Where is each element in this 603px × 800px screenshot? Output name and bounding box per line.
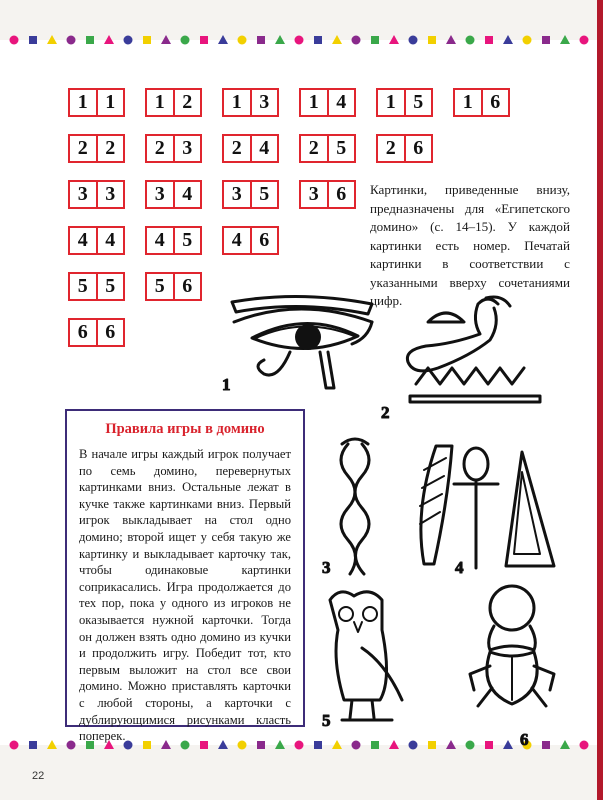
snake-water-icon (407, 297, 540, 402)
domino-right-number: 5 (327, 136, 355, 161)
domino-right-number: 4 (250, 136, 278, 161)
domino-right-number: 1 (96, 90, 124, 115)
figure-number-3: 3 (322, 558, 331, 577)
domino-left-number: 1 (154, 91, 165, 113)
domino-right-number: 6 (96, 320, 124, 345)
domino-left-number: 1 (385, 91, 396, 113)
domino-left-number: 1 (77, 91, 88, 113)
figure-number-5: 5 (322, 711, 331, 730)
domino-right-number: 5 (404, 90, 432, 115)
domino-right-number: 3 (96, 182, 124, 207)
figure-number-4: 4 (455, 558, 464, 577)
figure-number-6: 6 (520, 730, 529, 749)
twisted-rope-icon (341, 439, 369, 574)
domino-left-number: 3 (77, 183, 88, 205)
domino-left-number: 4 (231, 229, 242, 251)
domino-right-number: 5 (173, 228, 201, 253)
domino-right-number: 6 (481, 90, 509, 115)
domino-left-number: 1 (462, 91, 473, 113)
domino-left-number: 2 (77, 137, 88, 159)
domino-right-number: 2 (96, 136, 124, 161)
domino-left-number: 1 (231, 91, 242, 113)
domino-right-number: 5 (250, 182, 278, 207)
domino-left-number: 6 (77, 321, 88, 343)
domino-right-number: 4 (173, 182, 201, 207)
domino-left-number: 2 (231, 137, 242, 159)
rules-title: Правила игры в домино (105, 421, 265, 437)
owl-icon (330, 592, 402, 720)
reed-ankh-pyramid-icon (420, 446, 554, 568)
domino-right-number: 6 (404, 136, 432, 161)
domino-right-number: 3 (173, 136, 201, 161)
domino-left-number: 1 (308, 91, 319, 113)
eye-of-horus-icon (232, 296, 372, 388)
domino-right-number: 2 (173, 90, 201, 115)
domino-left-number: 3 (154, 183, 165, 205)
domino-right-number: 5 (96, 274, 124, 299)
domino-left-number: 4 (154, 229, 165, 251)
domino-right-number: 4 (327, 90, 355, 115)
domino-left-number: 3 (308, 183, 319, 205)
domino-right-number: 6 (327, 182, 355, 207)
domino-left-number: 2 (154, 137, 165, 159)
domino-left-number: 2 (308, 137, 319, 159)
rules-text: В начале игры каждый игрок получает по семь домино, перевернутых картинками вниз. Остальные лежат в кучке также картинками вниз. Первый игрок выкладывает на стол одно домино; второй ищет у себя такую же картинку и выкладывает карточку так, чтобы одинаковые картинки соприкасались. Игра продолжается до тех пор, пока у одного из игроков не оказывается нужной карточки. Тогда он должен взять одно домино из кучки и продолжить игру. Победит тот, кто первым выложит на стол все свои домино. Можно приставлять карточки с любой стороны, а карточки с дублирующимися рисунками класть поперек. (79, 447, 291, 744)
figure-number-1: 1 (222, 375, 231, 394)
domino-right-number: 3 (250, 90, 278, 115)
domino-left-number: 3 (231, 183, 242, 205)
domino-left-number: 5 (154, 275, 165, 297)
scarab-icon (470, 586, 554, 706)
domino-right-number: 4 (96, 228, 124, 253)
domino-left-number: 2 (385, 137, 396, 159)
domino-left-number: 5 (77, 275, 88, 297)
page-number: 22 (32, 770, 45, 782)
figure-number-2: 2 (381, 403, 390, 422)
domino-right-number: 6 (250, 228, 278, 253)
domino-right-number: 6 (173, 274, 201, 299)
domino-left-number: 4 (77, 229, 88, 251)
intro-paragraph: Картинки, приведенные внизу, предназначены для «Египетского домино» (с. 14–15). У каждой картинки есть номер. Печатай картинки в соответствии с указанными вверху сочетаниями цифр. (370, 182, 570, 308)
